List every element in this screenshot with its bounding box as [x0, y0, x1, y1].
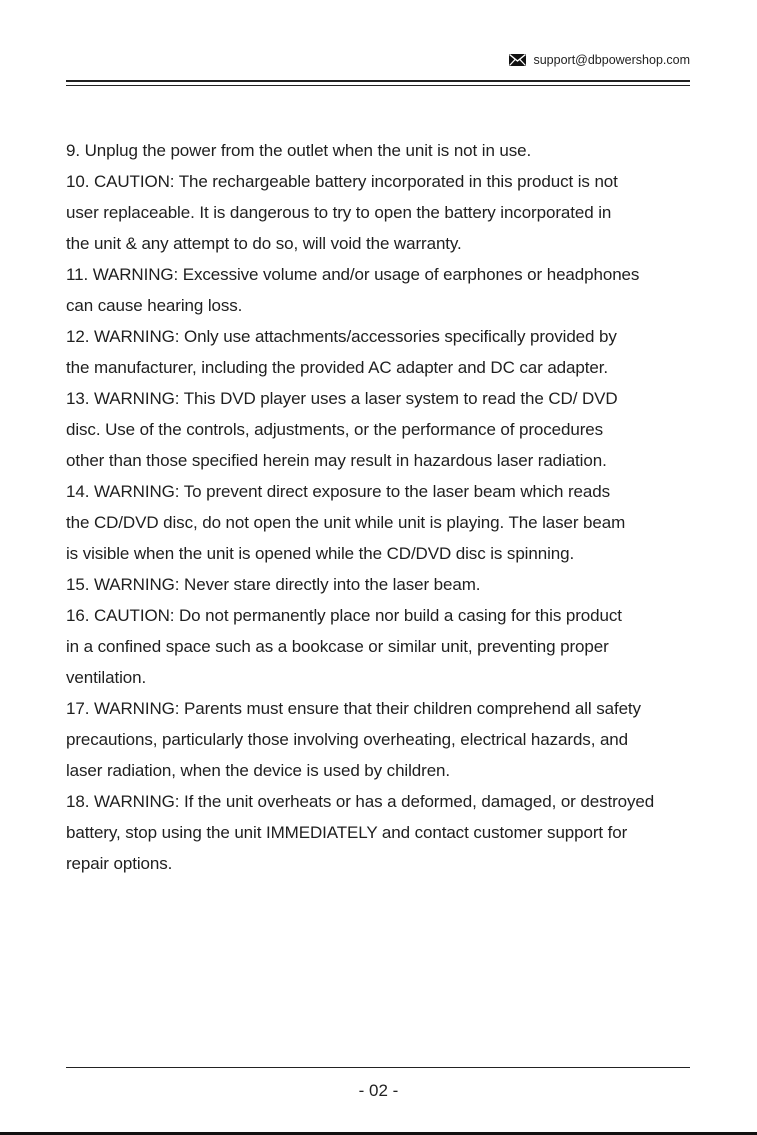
page-header: [509, 53, 690, 67]
text-line: can cause hearing loss.: [66, 296, 243, 315]
text-line: precautions, particularly those involving overheating, electrical hazards, and: [66, 730, 629, 749]
text-line: 17. WARNING: Parents must ensure that their children comprehend all safety: [66, 699, 641, 718]
text-line: 13. WARNING: This DVD player uses a laser system to read the CD/ DVD: [66, 389, 618, 408]
text-line: in a confined space such as a bookcase or similar unit, preventing proper: [66, 637, 609, 656]
text-line: 12. WARNING: Only use attachments/accessories specifically provided by: [66, 327, 617, 346]
header-rule-thick: [66, 80, 690, 82]
text-line: disc. Use of the controls, adjustments, or the performance of procedures: [66, 420, 604, 439]
text-line: ventilation.: [66, 668, 147, 687]
support-email[interactable]: support@dbpowershop.com: [533, 53, 690, 67]
text-line: 18. WARNING: If the unit overheats or has a deformed, damaged, or destroyed: [66, 792, 655, 811]
text-line: other than those specified herein may result in hazardous laser radiation.: [66, 451, 607, 470]
safety-instructions: [66, 135, 706, 879]
page-number: - 02 -: [358, 1081, 399, 1100]
text-line: user replaceable. It is dangerous to try to open the battery incorporated in: [66, 203, 612, 222]
text-line: repair options.: [66, 854, 173, 873]
text-line: the CD/DVD disc, do not open the unit while unit is playing. The laser beam: [66, 513, 626, 532]
text-line: 11. WARNING: Excessive volume and/or usage of earphones or headphones: [66, 265, 640, 284]
text-line: laser radiation, when the device is used by children.: [66, 761, 451, 780]
text-line: 10. CAUTION: The rechargeable battery incorporated in this product is not: [66, 172, 618, 191]
text-line: 16. CAUTION: Do not permanently place nor build a casing for this product: [66, 606, 622, 625]
text-line: 15. WARNING: Never stare directly into the laser beam.: [66, 575, 481, 594]
text-line: 9. Unplug the power from the outlet when the unit is not in use.: [66, 141, 532, 160]
footer-rule: [66, 1067, 690, 1068]
text-line: the manufacturer, including the provided AC adapter and DC car adapter.: [66, 358, 608, 377]
text-line: 14. WARNING: To prevent direct exposure to the laser beam which reads: [66, 482, 610, 501]
text-line: the unit & any attempt to do so, will void the warranty.: [66, 234, 462, 253]
envelope-icon: [509, 54, 526, 66]
text-line: is visible when the unit is opened while the CD/DVD disc is spinning.: [66, 544, 575, 563]
header-rule-thin: [66, 85, 690, 86]
text-line: battery, stop using the unit IMMEDIATELY and contact customer support for: [66, 823, 628, 842]
